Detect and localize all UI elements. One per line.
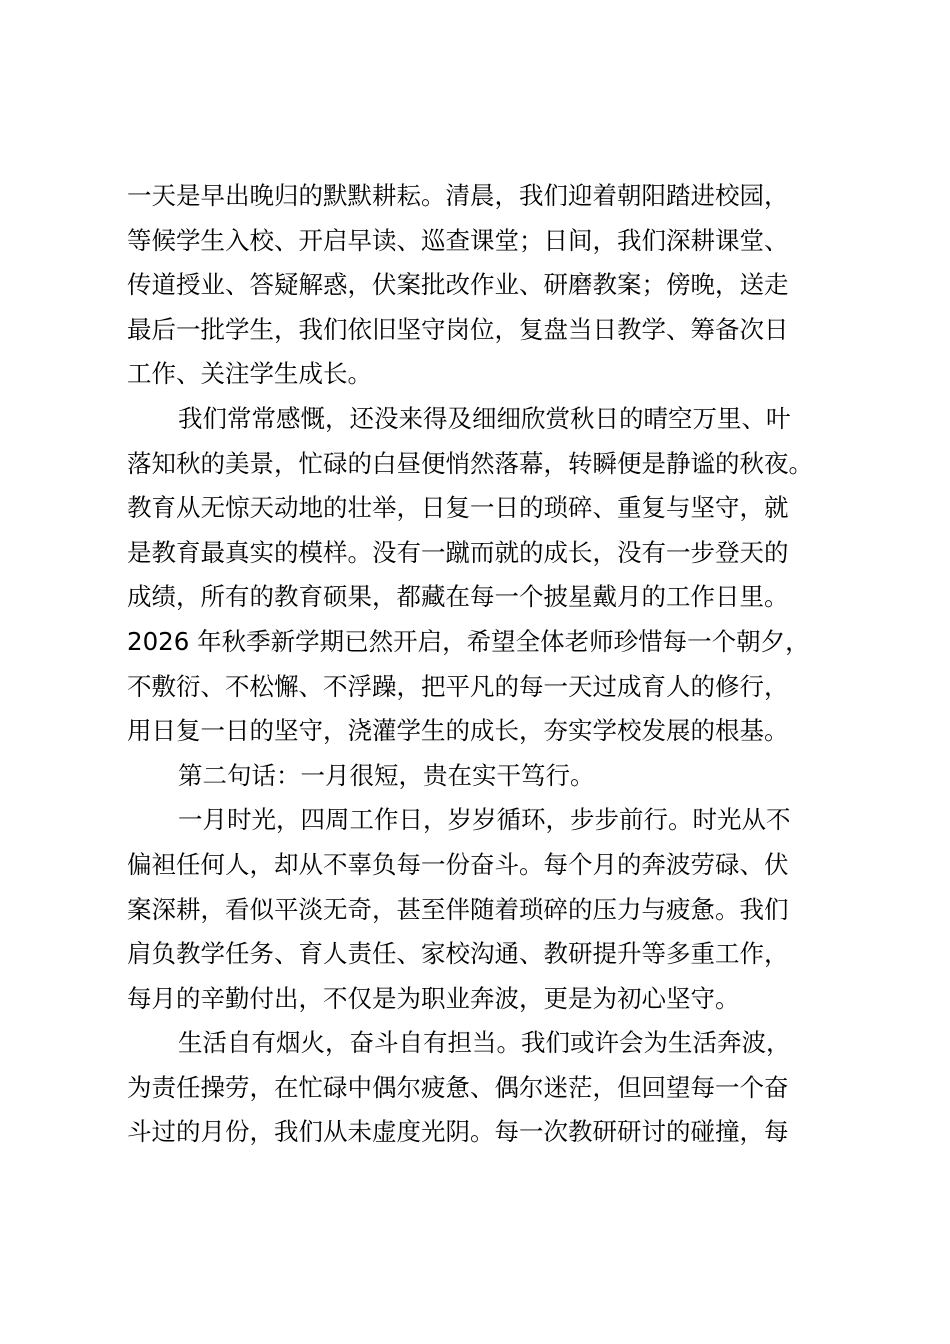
paragraph-2 — [127, 397, 857, 754]
text-line: 一天是早出晚归的默默耕耘。清晨，我们迎着朝阳踏进校园， — [127, 181, 789, 210]
text-line: 落知秋的美景，忙碌的白昼便悄然落幕，转瞬便是静谧的秋夜。 — [127, 448, 813, 478]
paragraph-3 — [127, 798, 857, 1021]
text-line: 一月时光，四周工作日，岁岁循环，步步前行。时光从不 — [178, 805, 791, 835]
text-line: 第二句话：一月很短，贵在实干笃行。 — [178, 760, 595, 790]
text-line: 肩负教学任务、育人责任、家校沟通、教研提升等多重工作， — [127, 939, 789, 969]
text-line: 为责任操劳，在忙碌中偶尔疲惫、偶尔迷茫，但回望每一个奋 — [127, 1072, 789, 1102]
text-line: 2026 年秋季新学期已然开启，希望全体老师珍惜每一个朝夕， — [127, 626, 810, 656]
text-line: 用日复一日的坚守，浇灌学生的成长，夯实学校发展的根基。 — [127, 716, 789, 746]
text-line: 不敷衍、不松懈、不浮躁，把平凡的每一天过成育人的修行， — [127, 671, 789, 701]
text-line: 生活自有烟火，奋斗自有担当。我们或许会为生活奔波， — [178, 1028, 791, 1058]
text-line: 成绩，所有的教育硕果，都藏在每一个披星戴月的工作日里。 — [127, 582, 789, 612]
text-line: 等候学生入校、开启早读、巡查课堂；日间，我们深耕课堂、 — [127, 225, 789, 255]
text-line: 最后一批学生，我们依旧坚守岗位，复盘当日教学、筹备次日 — [127, 314, 789, 344]
text-line: 工作、关注学生成长。 — [127, 359, 372, 389]
text-line: 是教育最真实的模样。没有一蹴而就的成长，没有一步登天的 — [127, 537, 789, 567]
text-line: 案深耕，看似平淡无奇，甚至伴随着琐碎的压力与疲惫。我们 — [127, 894, 789, 924]
text-line: 斗过的月份，我们从未虚度光阴。每一次教研研讨的碰撞，每 — [127, 1117, 789, 1147]
text-line: 偏袒任何人，却从不辜负每一份奋斗。每个月的奔波劳碌、伏 — [127, 849, 789, 879]
paragraph-4 — [127, 1021, 857, 1155]
text-line: 传道授业、答疑解惑，伏案批改作业、研磨教案；傍晚，送走 — [127, 270, 789, 300]
text-line: 我们常常感慨，还没来得及细细欣赏秋日的晴空万里、叶 — [178, 403, 791, 433]
text-line: 每月的辛勤付出，不仅是为职业奔波，更是为初心坚守。 — [127, 983, 740, 1013]
text-line: 教育从无惊天动地的壮举，日复一日的琐碎、重复与坚守，就 — [127, 493, 789, 523]
paragraph-1 — [127, 174, 857, 397]
section-heading — [127, 754, 857, 799]
body-text — [127, 174, 857, 1155]
